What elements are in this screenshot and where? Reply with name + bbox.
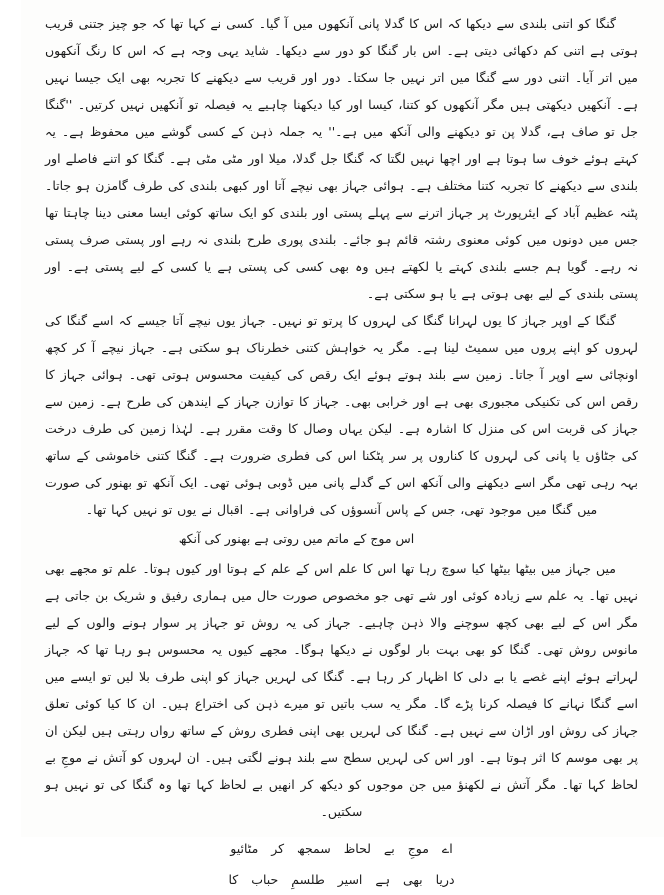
couplet-line-1: اے موجِ بے لحاظ سمجھ کر مٹائیو	[230, 841, 453, 856]
paragraph-plane-waves: گنگا کے اوپر جہاز کا یوں لہرانا گنگا کی لہروں کا پرتو تو نہیں۔ جہاز یوں نیچے آتا جیسے کہ اسے گنگا کی لہروں کو اپنے پروں میں سمیٹ لینا ہے۔ مگر یہ خواہش کتنی خطرناک ہو سکتی ہے۔ جہاز نیچے آ کر کچھ اونچائی سے اوپر آ جاتا۔ زمین سے بلند ہوتے ہوئے ایک رقص کی کیفیت محسوس ہوتی تھی۔ ہوائی جہاز کا رقص اس کی تکنیکی مجبوری بھی ہے اور خرابی بھی۔ جہاز کا توازن جہاز کے ایندھن کی طرح ہے۔ زمین سے جہاز کی قربت اس کی منزل کا اشارہ ہے۔ لیکن یہاں وصال کا وقت مقرر ہے۔ لہٰذا زمین کی طرف درخت کی جٹاؤں یا پانی کی لہروں کا کناروں پر سر پٹکنا اس کی فطری ضرورت ہے۔ گنگا کتنی خاموشی کے ساتھ بہہ رہی تھی مگر اسے دیکھنے والی آنکھ اس کے گدلے پانی میں ڈوبی ہوئی تھی۔ ایک آنکھ تو بھنور کی صورت میں گنگا میں موجود تھی، جس کے پاس آنسوؤں کی فراوانی ہے۔ اقبال نے یوں تو نہیں کہا تھا۔	[45, 313, 638, 517]
paragraph-ganga-height: گنگا کو اتنی بلندی سے دیکھا کہ اس کا گدلا پانی آنکھوں میں آ گیا۔ کسی نے کہا تھا کہ جو چیز جتنی قریب ہوتی ہے اتنی کم دکھائی دیتی ہے۔ اس بار گنگا کو دور سے دیکھا۔ شاید یہی وجہ ہے کہ اس کا رنگ آنکھوں میں اتر آیا۔ اتنی دور سے گنگا میں اتر نہیں جا سکتا۔ دور اور قریب سے دیکھنے کا تجربہ بھی ایک جیسا نہیں ہے۔ آنکھیں دیکھتی ہیں مگر آنکھوں کو کتنا، کیسا اور کیا دیکھنا چاہیے یہ فیصلہ تو آنکھیں نہیں کرتیں۔ ''گنگا جل تو صاف ہے، گدلا پن تو دیکھنے والی آنکھ میں ہے۔'' یہ جملہ ذہن کے کسی گوشے میں محفوظ ہے۔ یہ کہتے ہوئے خوف سا ہوتا ہے اور اچھا نہیں لگتا کہ گنگا جل گدلا، میلا اور مٹی مٹی ہے۔ گنگا کو اتنے فاصلے اور بلندی سے دیکھنے کا تجربہ کتنا مختلف ہے۔ ہوائی جہاز بھی نیچے آتا اور کبھی بلندی کی طرف گامزن ہو جاتا۔ پٹنہ عظیم آباد کے ایئرپورٹ پر جہاز اترنے سے پہلے پستی اور بلندی کو ایک ساتھ کوئی ایسا معنی دینا چاہتا تھا جس میں دونوں میں کوئی معنوی رشتہ قائم ہو جائے۔ بلندی پوری طرح بلندی نہ رہے اور پستی صرف پستی نہ رہے۔ گویا ہم جسے بلندی کہتے یا لکھتے ہیں وہ بھی کسی کی پستی ہے یا کسی کے لیے پستی ہے۔ اور پستی بلندی کے لیے بھی ہوتی ہے یا ہو سکتی ہے۔	[45, 16, 638, 301]
book-page	[21, 0, 664, 887]
couplet-line-2: دریا بھی ہے اسیر طلسمِ حباب کا	[228, 872, 455, 887]
verse-iqbal-hemistich: اس موج کے ماتم میں روتی ہے بھنور کی آنکھ	[178, 531, 415, 546]
couplet-aatish	[45, 833, 638, 895]
paragraph-thoughts-in-plane: میں جہاز میں بیٹھا بیٹھا کیا سوچ رہا تھا اس کا علم اس کے علم کے ہوتا اور کیوں ہوتا۔ علم تو مجھے بھی نہیں تھا۔ یہ علم سے زیادہ کوئی اور شے تھی جو مخصوص صورت حال میں ہماری رفیق و شریک بن جاتی ہے مگر اس کے لیے بھی کچھ سوچنے والا ذہن چاہیے۔ جہاز کی یہ روش تو جہاز پر سوار ہونے والوں کے لیے مانوس روش تھی۔ گنگا کو بھی بہت بار لوگوں نے دیکھا ہوگا۔ مجھے کیوں یہ محسوس ہو رہا تھا کہ جہاز لہراتے ہوئے اپنے غصے یا بے دلی کا اظہار کر رہا ہے۔ گنگا کی لہریں جہاز کو اپنی طرف بلا لیں تو ایسے میں اسے گنگا نہانے کا فیصلہ کرنا پڑے گا۔ مگر یہ سب باتیں تو میرے ذہن کی اختراع ہیں۔ ان کا کیا کوئی تعلق جہاز کی روش اور اڑان سے نہیں ہے۔ گنگا کی لہریں بھی اپنی فطری روش کے ساتھ رواں رہتی ہیں لیکن ان پر بھی موسم کا اثر ہوتا ہے۔ اور اس کی لہریں سطح سے بلند ہونے لگتی ہیں۔ ان لہروں کو آتش نے موجِ بے لحاظ کہا تھا۔ مگر آتش نے لکھنؤ میں جن موجوں کو دیکھ کر انھیں بے لحاظ کہا تھا وہ گنگا کی تو نہیں ہو سکتیں۔	[45, 561, 638, 819]
